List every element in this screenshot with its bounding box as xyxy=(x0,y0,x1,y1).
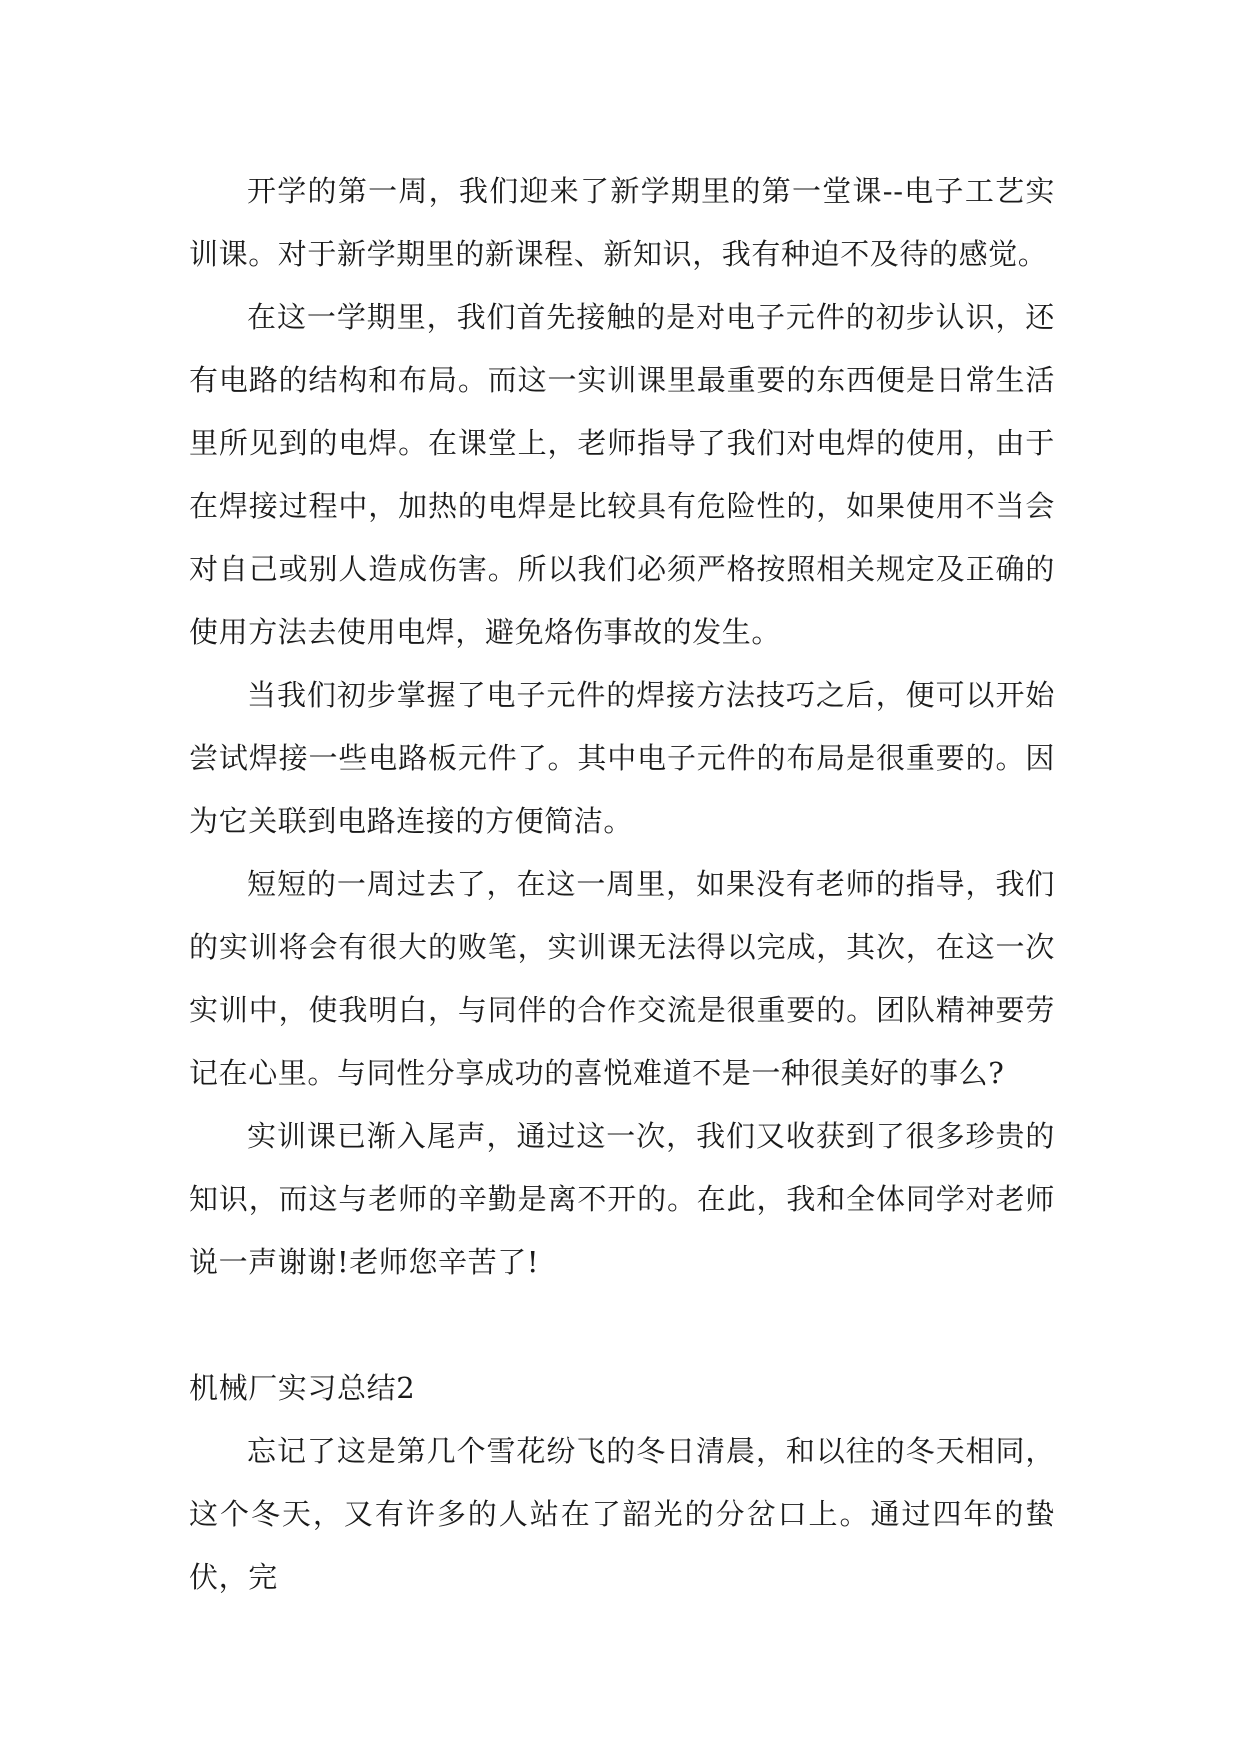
section-2-title: 机械厂实习总结2 xyxy=(189,1371,416,1405)
section-2-paragraph-1: 忘记了这是第几个雪花纷飞的冬日清晨，和以往的冬天相同，这个冬天，又有许多的人站在了韶光的分岔口上。通过四年的蛰伏，完 xyxy=(189,1434,1055,1594)
paragraph-4: 短短的一周过去了，在这一周里，如果没有老师的指导，我们的实训将会有很大的败笔，实训课无法得以完成，其次，在这一次实训中，使我明白，与同伴的合作交流是很重要的。团队精神要劳记在心里。与同性分享成功的喜悦难道不是一种很美好的事么? xyxy=(189,867,1055,1090)
document-body xyxy=(189,160,1055,1609)
paragraph-3: 当我们初步掌握了电子元件的焊接方法技巧之后，便可以开始尝试焊接一些电路板元件了。其中电子元件的布局是很重要的。因为它关联到电路连接的方便简洁。 xyxy=(189,678,1055,838)
paragraph-1: 开学的第一周，我们迎来了新学期里的第一堂课--电子工艺实训课。对于新学期里的新课程、新知识，我有种迫不及待的感觉。 xyxy=(189,174,1055,271)
paragraph-2: 在这一学期里，我们首先接触的是对电子元件的初步认识，还有电路的结构和布局。而这一实训课里最重要的东西便是日常生活里所见到的电焊。在课堂上，老师指导了我们对电焊的使用，由于在焊接过程中，加热的电焊是比较具有危险性的，如果使用不当会对自己或别人造成伤害。所以我们必须严格按照相关规定及正确的使用方法去使用电焊，避免烙伤事故的发生。 xyxy=(189,300,1055,649)
paragraph-5: 实训课已渐入尾声，通过这一次，我们又收获到了很多珍贵的知识，而这与老师的辛勤是离不开的。在此，我和全体同学对老师说一声谢谢!老师您辛苦了! xyxy=(189,1119,1055,1279)
